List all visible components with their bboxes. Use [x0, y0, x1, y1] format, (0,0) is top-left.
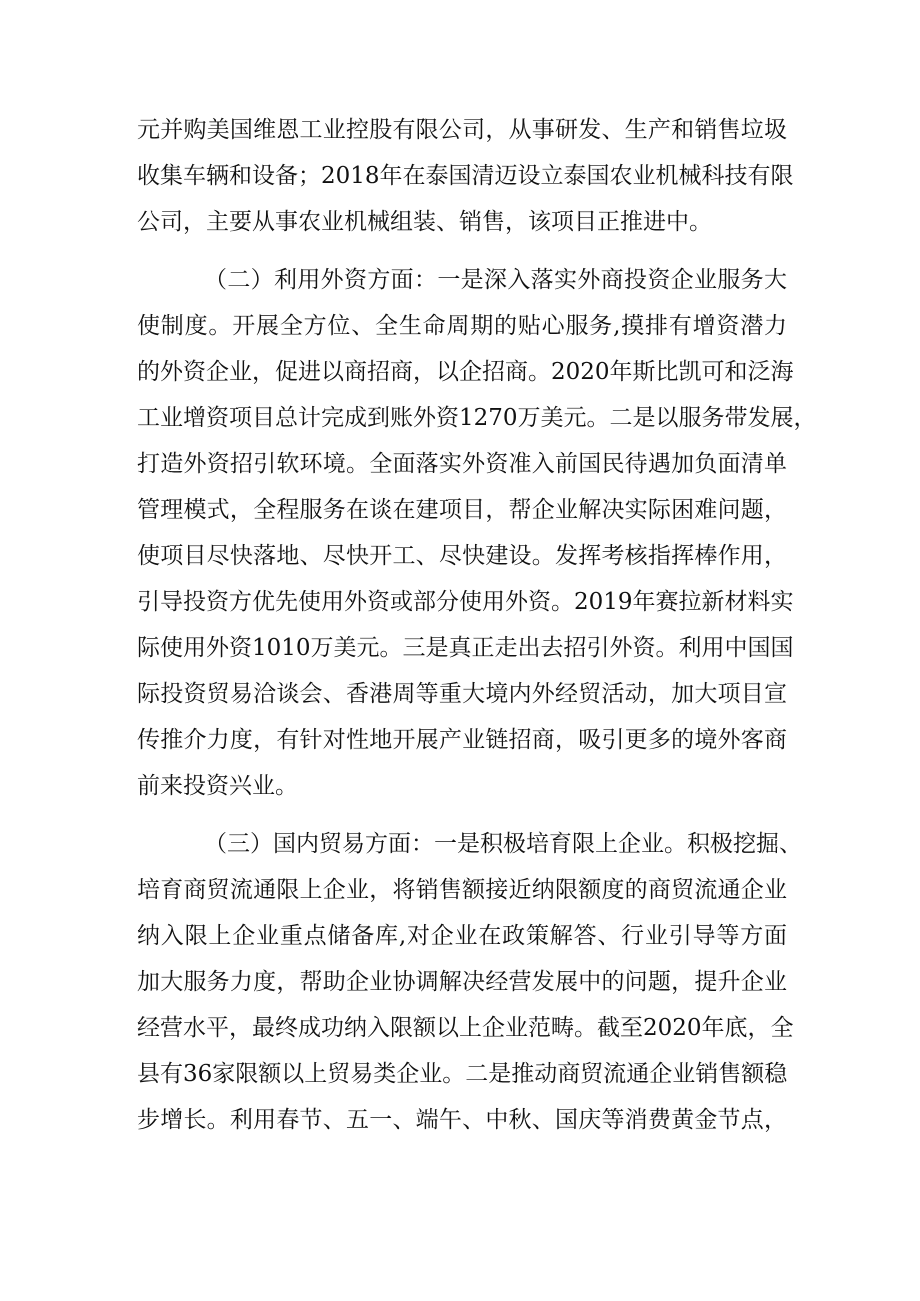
text-line: 经营水平，最终成功纳入限额以上企业范畴。截至2020年底，全: [137, 1015, 794, 1041]
paragraph-first-line: （二）利用外资方面：一是深入落实外商投资企业服务大: [204, 267, 787, 293]
text-line: 际投资贸易洽谈会、香港周等重大境内外经贸活动，加大项目宣: [137, 681, 787, 707]
text-line: 元并购美国维恩工业控股有限公司，从事研发、生产和销售垃圾: [137, 117, 787, 143]
text-line: 管理模式，全程服务在谈在建项目，帮企业解决实际困难问题，: [137, 497, 787, 523]
text-line: 工业增资项目总计完成到账外资1270万美元。二是以服务带发展，: [137, 405, 817, 431]
text-line: 际使用外资1010万美元。三是真正走出去招引外资。利用中国国: [137, 635, 794, 661]
text-line: 纳入限上企业重点储备库,对企业在政策解答、行业引导等方面: [137, 923, 787, 949]
paragraph-first-line: （三）国内贸易方面：一是积极培育限上企业。积极挖掘、: [204, 831, 802, 857]
text-line: 打造外资招引软环境。全面落实外资准入前国民待遇加负面清单: [137, 451, 787, 477]
text-line: 传推介力度，有针对性地开展产业链招商，吸引更多的境外客商: [137, 727, 787, 753]
text-line: 前来投资兴业。: [137, 773, 298, 799]
text-line: 加大服务力度，帮助企业协调解决经营发展中的问题，提升企业: [137, 969, 787, 995]
text-line: 公司，主要从事农业机械组装、销售，该项目正推进中。: [137, 209, 712, 235]
text-line: 的外资企业，促进以商招商，以企招商。2020年斯比凯可和泛海: [137, 359, 794, 385]
text-line: 步增长。利用春节、五一、端午、中秋、国庆等消费黄金节点，: [137, 1107, 787, 1133]
text-line: 培育商贸流通限上企业，将销售额接近纳限额度的商贸流通企业: [137, 877, 787, 903]
text-line: 县有36家限额以上贸易类企业。二是推动商贸流通企业销售额稳: [137, 1061, 788, 1087]
text-line: 使项目尽快落地、尽快开工、尽快建设。发挥考核指挥棒作用，: [137, 543, 787, 569]
text-line: 使制度。开展全方位、全生命周期的贴心服务,摸排有增资潜力: [137, 313, 787, 339]
text-line: 引导投资方优先使用外资或部分使用外资。2019年赛拉新材料实: [137, 589, 794, 615]
text-line: 收集车辆和设备；2018年在泰国清迈设立泰国农业机械科技有限: [137, 163, 794, 189]
